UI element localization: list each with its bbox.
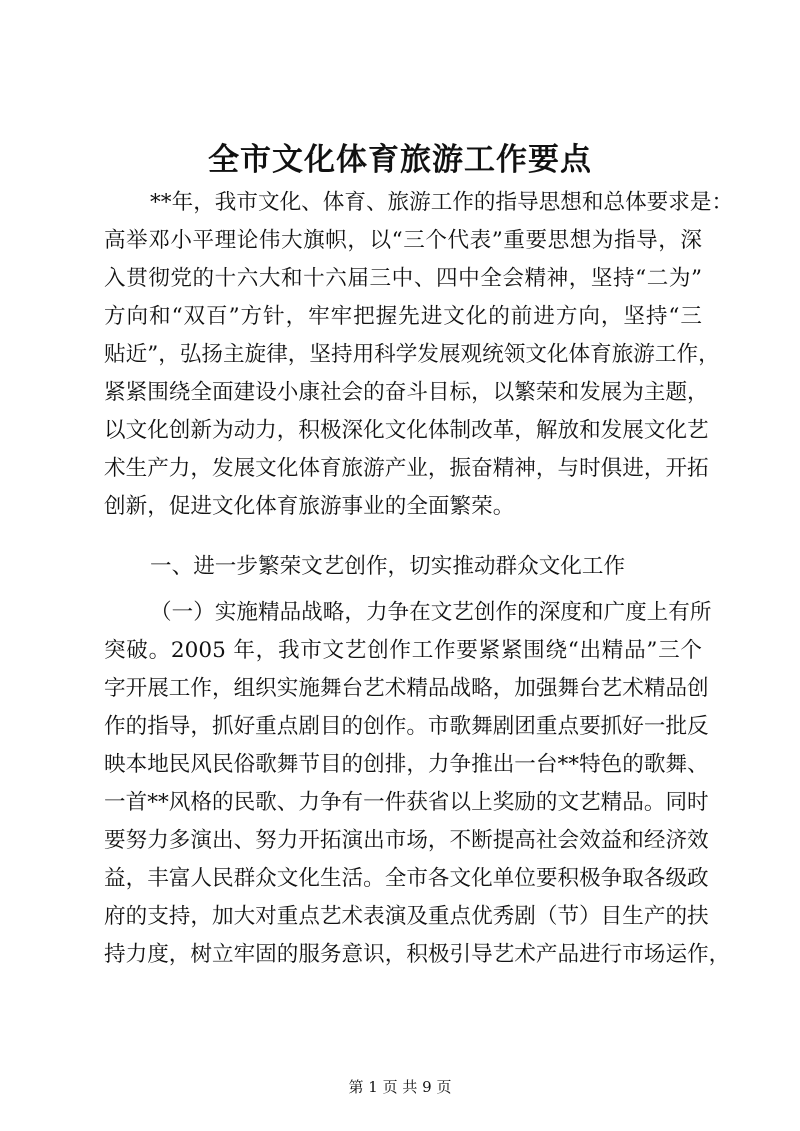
paragraph-line: 术生产力，发展文化体育旅游产业，振奋精神，与时俱进，开拓 (104, 456, 709, 481)
paragraph-line: 以文化创新为动力，积极深化文化体制改革，解放和发展文化艺 (104, 418, 709, 443)
paragraph-line: 益，丰富人民群众文化生活。全市各文化单位要积极争取各级政 (104, 866, 709, 891)
paragraph-line: 一首**风格的民歌、力争有一件获省以上奖励的文艺精品。同时 (104, 790, 709, 815)
paragraph-line: 突破。2005 年，我市文艺创作工作要紧紧围绕“出精品”三个 (104, 638, 702, 663)
paragraph-line: **年，我市文化、体育、旅游工作的指导思想和总体要求是： (150, 190, 734, 215)
paragraph-line: 创新，促进文化体育旅游事业的全面繁荣。 (104, 494, 515, 519)
paragraph-line: 高举邓小平理论伟大旗帜，以“三个代表”重要思想为指导，深 (104, 228, 702, 253)
paragraph-line: 字开展工作，组织实施舞台艺术精品战略，加强舞台艺术精品创 (104, 676, 709, 701)
paragraph-line: 持力度，树立牢固的服务意识，积极引导艺术产品进行市场运作， (104, 942, 731, 967)
paragraph-line: 紧紧围绕全面建设小康社会的奋斗目标，以繁荣和发展为主题， (104, 380, 709, 405)
paragraph-line: 贴近”，弘扬主旋律，坚持用科学发展观统领文化体育旅游工作， (104, 342, 720, 367)
paragraph-line: 府的支持，加大对重点艺术表演及重点优秀剧（节）目生产的扶 (104, 904, 709, 929)
paragraph-line: 作的指导，抓好重点剧目的创作。市歌舞剧团重点要抓好一批反 (104, 714, 709, 739)
paragraph-line: 入贯彻党的十六大和十六届三中、四中全会精神，坚持“二为” (104, 266, 702, 291)
page-footer: 第 1 页 共 9 页 (348, 1078, 452, 1096)
paragraph-line: 映本地民风民俗歌舞节目的创排，力争推出一台**特色的歌舞、 (104, 752, 709, 777)
paragraph-line: 要努力多演出、努力开拓演出市场，不断提高社会效益和经济效 (104, 828, 709, 853)
section-heading: 一、进一步繁荣文艺创作，切实推动群众文化工作 (150, 554, 626, 579)
paragraph-line: 方向和“双百”方针，牢牢把握先进文化的前进方向，坚持“三 (104, 304, 702, 329)
paragraph-line: （一）实施精品战略，力争在文艺创作的深度和广度上有所 (150, 600, 712, 625)
document-title: 全市文化体育旅游工作要点 (208, 142, 592, 178)
